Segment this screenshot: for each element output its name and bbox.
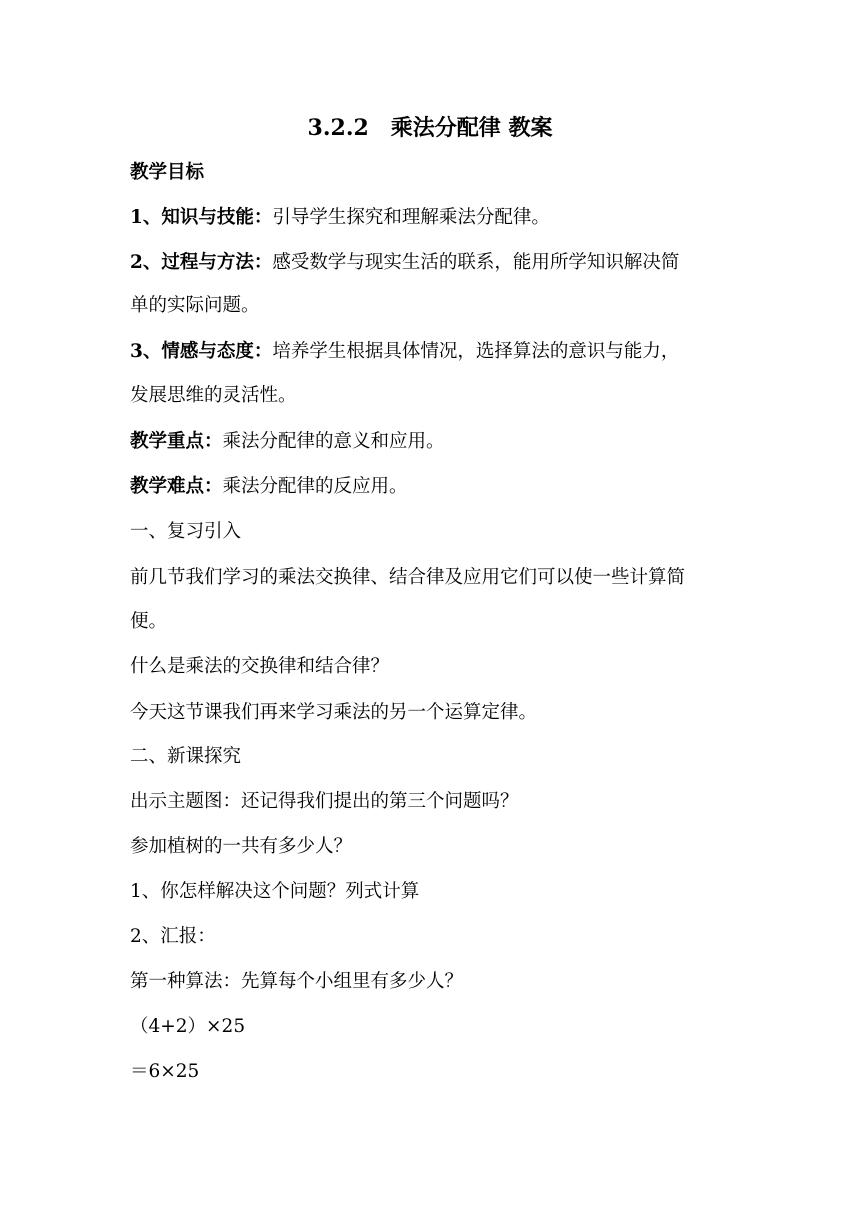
part1-paragraph3: 今天这节课我们再来学习乘法的另一个运算定律。 [130, 702, 538, 723]
part2-paragraph1: 出示主题图：还记得我们提出的第三个问题吗？ [130, 791, 519, 812]
formula-line2: ＝6×25 [130, 1061, 200, 1082]
objective-1-text: 引导学生探究和理解乘法分配律。 [272, 207, 550, 228]
part1-heading: 一、复习引入 [130, 521, 242, 542]
part1-paragraph2: 什么是乘法的交换律和结合律？ [130, 656, 390, 677]
objective-3-label: 3、情感与态度： [130, 341, 273, 362]
objective-2-label: 2、过程与方法： [130, 252, 273, 273]
key-point [130, 427, 740, 457]
part1-paragraph1-line1: 前几节我们学习的乘法交换律、结合律及应用它们可以使一些计算简 [130, 567, 686, 588]
objective-3 [130, 337, 740, 367]
objective-1-label: 1、知识与技能： [130, 207, 273, 228]
difficulty-point [130, 472, 740, 502]
part2-paragraph3: 1、你怎样解决这个问题？列式计算 [130, 881, 420, 902]
objective-3-text-line2: 发展思维的灵活性。 [130, 385, 297, 406]
part2-paragraph2: 参加植树的一共有多少人？ [130, 836, 353, 857]
key-point-label: 教学重点： [130, 431, 223, 452]
objective-3-text-line1: 培养学生根据具体情况，选择算法的意识与能力， [272, 341, 680, 362]
key-point-text: 乘法分配律的意义和应用。 [222, 431, 445, 452]
part2-paragraph5: 第一种算法：先算每个小组里有多少人？ [130, 971, 464, 992]
formula-line1: （4+2）×25 [130, 1016, 246, 1037]
section-objectives-heading: 教学目标 [130, 162, 205, 183]
objective-2-text-line1: 感受数学与现实生活的联系，能用所学知识解决简 [272, 252, 680, 273]
part2-heading: 二、新课探究 [130, 746, 242, 767]
part1-paragraph1-line2: 便。 [130, 611, 168, 632]
difficulty-label: 教学难点： [130, 476, 223, 497]
objective-2-text-line2: 单的实际问题。 [130, 295, 260, 316]
objective-1 [130, 203, 740, 233]
part2-paragraph4: 2、汇报： [130, 926, 216, 947]
objective-2 [130, 248, 740, 278]
difficulty-text: 乘法分配律的反应用。 [222, 476, 408, 497]
document-title: 3.2.2 乘法分配律 教案 [307, 115, 553, 141]
